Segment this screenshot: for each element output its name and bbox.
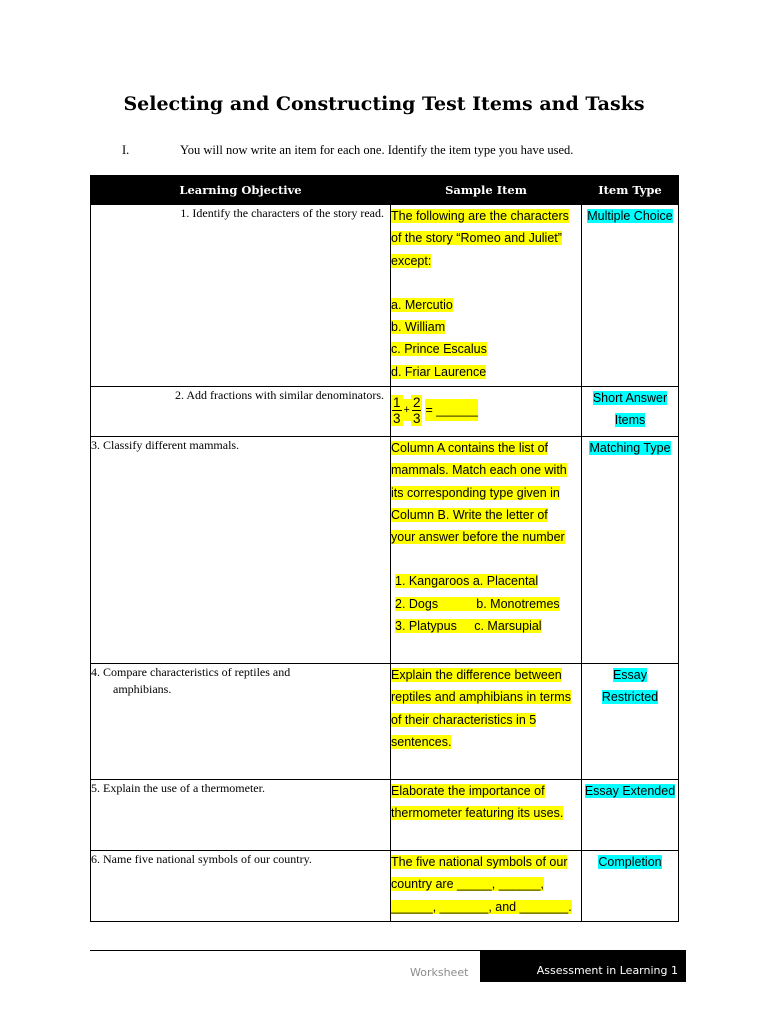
sample-item-cell [391,851,582,922]
sample-item-cell [391,437,582,664]
page-title: Selecting and Constructing Test Items and Tasks [123,93,645,115]
objective-cell: 6. Name five national symbols of our country. [91,851,391,922]
item-type-label: Multiple Choice [587,209,673,223]
item-type-cell [582,437,679,664]
footer-course-banner: Assessment in Learning 1 [480,950,686,982]
footer-divider [90,950,480,951]
item-type-label: Restricted [601,690,659,705]
table-header-row [91,176,679,205]
sample-item-cell [391,387,582,437]
header-item-type: Item Type [582,176,679,205]
sample-line: of their characteristics in 5 [391,712,537,727]
sample-line: its corresponding type given in [391,485,560,500]
footer-worksheet-label: Worksheet [410,966,469,979]
objective-line: amphibians. [113,682,172,696]
answer-blank: = ______ [425,399,477,421]
sample-item-cell [391,664,582,780]
option-c: c. Prince Escalus [391,342,487,357]
fraction-expression [391,390,581,430]
sample-line: reptiles and amphibians in terms [391,690,571,705]
table-row [91,387,679,437]
item-type-cell [582,205,679,387]
item-type-cell [582,780,679,851]
item-type-label: Items [614,413,646,428]
item-type-cell [582,851,679,922]
table-row [91,664,679,780]
sample-line: Explain the difference between [391,668,562,682]
objective-cell: 5. Explain the use of a thermometer. [91,780,391,851]
sample-item-cell [391,780,582,851]
item-type-label: Essay Extended [584,784,676,798]
objective-cell: 3. Classify different mammals. [91,437,391,664]
sample-line: Column B. Write the letter of [391,507,548,522]
table-row [91,437,679,664]
instruction-text: You will now write an item for each one. Identify the item type you have used. [180,143,574,157]
sample-item-cell [391,205,582,387]
sample-line: country are _____, ______, [391,877,544,892]
objective-cell: 2. Add fractions with similar denominators. [91,387,391,437]
sample-line: The following are the characters [391,209,569,223]
header-learning-objective: Learning Objective [91,176,391,205]
matching-pair: 1. Kangaroos a. Placental [395,574,539,589]
sample-line: Elaborate the importance of [391,784,545,798]
plus-sign: + [403,399,411,421]
item-type-label: Short Answer [592,391,668,405]
spacer [391,548,581,570]
header-sample-item: Sample Item [391,176,582,205]
matching-pair: 2. Dogs b. Monotremes [395,596,560,611]
item-type-cell [582,387,679,437]
table-row [91,780,679,851]
fraction-two-thirds: $\frac{2}{3}$ [412,394,421,426]
objective-cell [91,664,391,780]
objective-cell: 1. Identify the characters of the story read. [91,205,391,387]
sample-line: mammals. Match each one with [391,463,567,478]
fraction-one-third: $\frac{1}{3}$ [393,394,401,426]
item-type-label: Essay [612,668,648,682]
option-a: a. Mercutio [391,297,453,312]
item-type-label: Matching Type [589,441,671,455]
table-row [91,205,679,387]
sample-line: thermometer featuring its uses. [391,806,564,821]
objective-line: 4. Compare characteristics of reptiles and [91,665,291,679]
test-items-table [90,175,679,922]
spacer [391,272,581,294]
instruction-number: I. [122,143,130,157]
sample-line: The five national symbols of our [391,855,568,869]
item-type-label: Completion [598,855,662,869]
option-d: d. Friar Laurence [391,364,487,379]
sample-line: except: [391,253,432,268]
sample-line: sentences. [391,734,452,749]
table-row [91,851,679,922]
sample-line: Column A contains the list of [391,441,549,455]
sample-line: of the story “Romeo and Juliet” [391,231,562,246]
matching-pair: 3. Platypus c. Marsupial [395,619,542,634]
option-b: b. William [391,320,446,335]
item-type-cell [582,664,679,780]
sample-line: ______, _______, and _______. [391,899,572,914]
sample-line: your answer before the number [391,530,565,545]
